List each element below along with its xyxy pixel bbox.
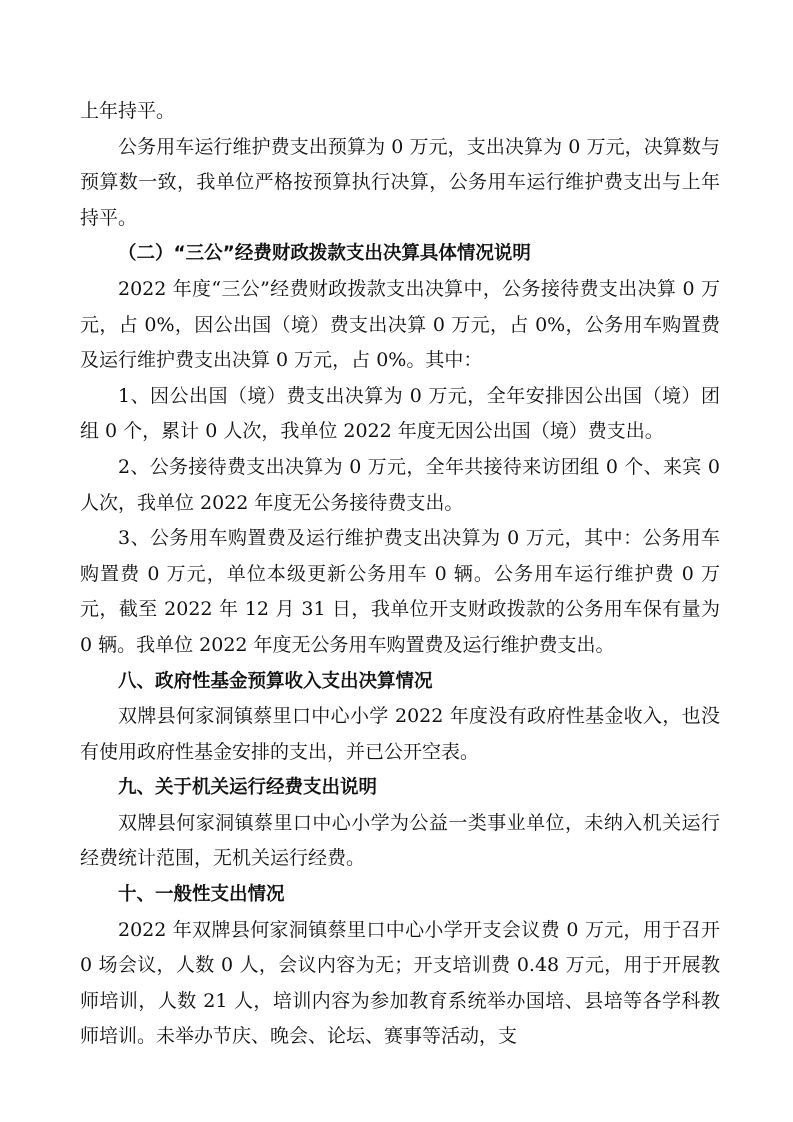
paragraph-overseas-travel: 1、因公出国（境）费支出决算为 0 万元，全年安排因公出国（境）团组 0 个，累计 0 人次，我单位 2022 年度无因公出国（境）费支出。 xyxy=(80,384,720,443)
section-heading-agency-operating: 九、关于机关运行经费支出说明 xyxy=(118,777,378,799)
section-heading-general-expenditure: 十、一般性支出情况 xyxy=(118,884,285,906)
paragraph-vehicle-maintenance: 公务用车运行维护费支出预算为 0 万元，支出决算为 0 万元，决算数与预算数一致，我单位严格按预算执行决算，公务用车运行维护费支出与上年持平。 xyxy=(80,135,720,229)
paragraph-government-fund: 双牌县何家洞镇蔡里口中心小学 2022 年度没有政府性基金收入，也没有使用政府性基金安排的支出，并已公开空表。 xyxy=(80,705,720,763)
paragraph-continuation: 上年持平。 xyxy=(80,100,176,122)
document-body xyxy=(80,94,720,1055)
section-heading-three-public-expenses: （二）“三公”经费财政拨款支出决算具体情况说明 xyxy=(118,243,531,265)
paragraph-official-reception: 2、公务接待费支出决算为 0 万元，全年共接待来访团组 0 个、来宾 0 人次，我单位 2022 年度无公务接待费支出。 xyxy=(80,455,720,514)
paragraph-agency-operating: 双牌县何家洞镇蔡里口中心小学为公益一类事业单位，未纳入机关运行经费统计范围，无机关运行经费。 xyxy=(80,811,720,870)
paragraph-three-public-summary: 2022 年度“三公”经费财政拨款支出决算中，公务接待费支出决算 0 万元，占 0%，因公出国（境）费支出决算 0 万元，占 0%，公务用车购置费及运行维护费支出决算 0 万元，占 0%。其中： xyxy=(80,277,720,372)
section-heading-government-fund: 八、政府性基金预算收入支出决算情况 xyxy=(118,670,433,692)
paragraph-general-expenditure: 2022 年双牌县何家洞镇蔡里口中心小学开支会议费 0 万元，用于召开 0 场会议，人数 0 人，会议内容为无；开支培训费 0.48 万元，用于开展教师培训，人数 21 人，培训内容为参加教育系统举办国培、县培等各学科教师培训。未举办节庆、晚会、论坛、赛事等活动，支 xyxy=(80,918,720,1048)
paragraph-official-vehicles: 3、公务用车购置费及运行维护费支出决算为 0 万元，其中：公务用车购置费 0 万元，单位本级更新公务用车 0 辆。公务用车运行维护费 0 万元，截至 2022 年 12 月 31 日，我单位开支财政拨款的公务用车保有量为 0 辆。我单位 2022 年度无公务用车购置费及运行维护费支出。 xyxy=(80,527,720,656)
